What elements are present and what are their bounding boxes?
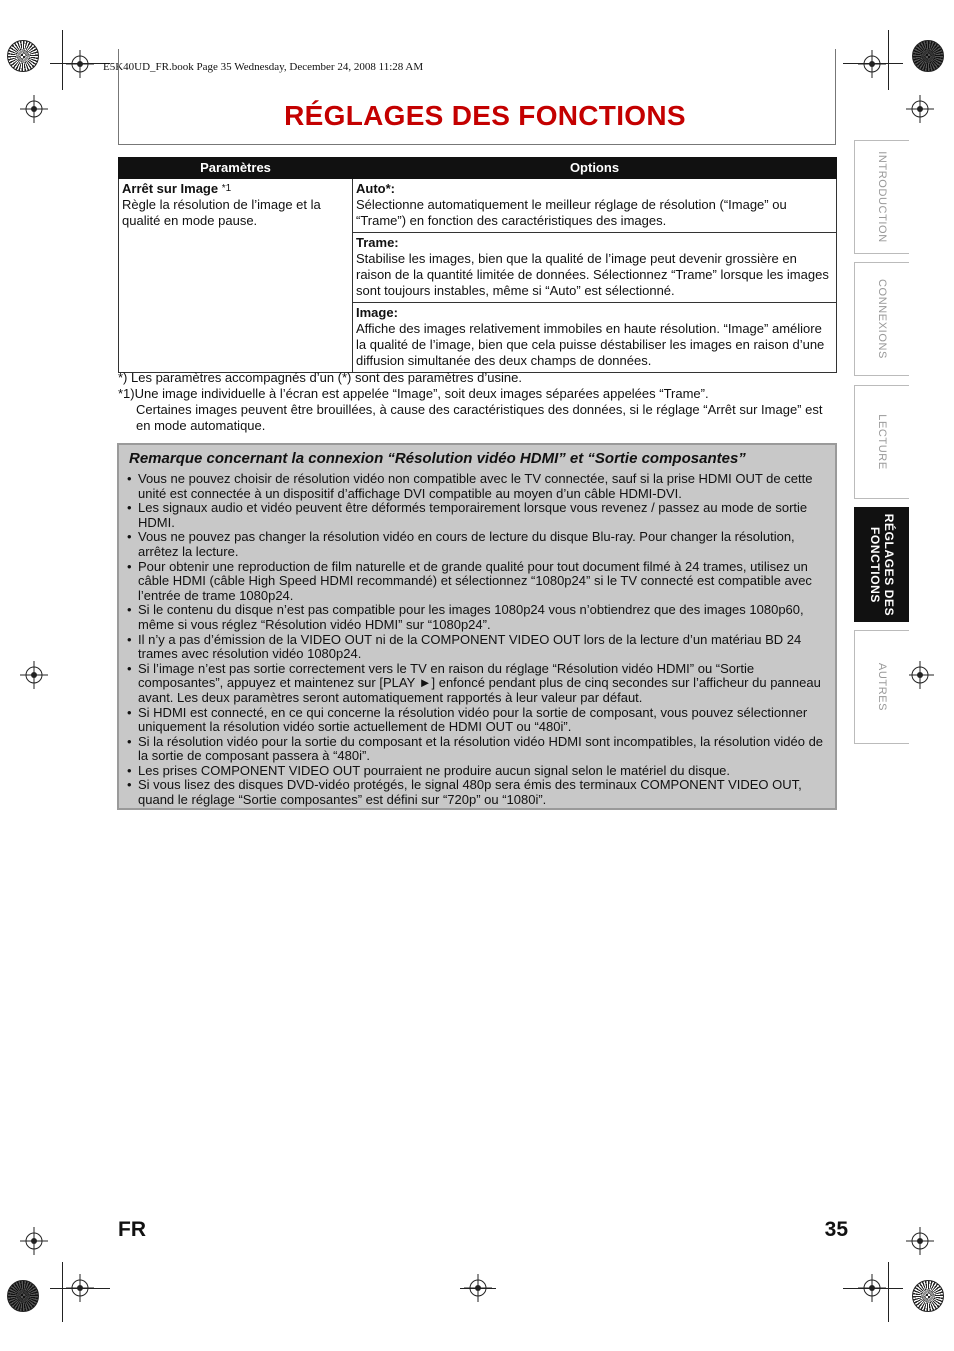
footnote: Certaines images peuvent être brouillées, à cause des caractéristiques des données, si le réglage “Arrêt sur Image” est en mode automatique. (136, 402, 823, 433)
color-registration-icon (912, 40, 944, 72)
tab-label: CONNEXIONS (876, 279, 888, 359)
tab-label: LECTURE (876, 414, 888, 470)
page-title: RÉGLAGES DES FONCTIONS (284, 100, 686, 131)
option-description: Affiche des images relativement immobiles en haute résolution. “Image” améliore la qualité de l’image, bien que cela puisse déstabiliser les images en raison d’une diffusion simultanée des deux champs de données. (356, 321, 825, 368)
param-description: Règle la résolution de l’image et la qualité en mode pause. (122, 197, 321, 228)
list-item: • Si vous lisez des disques DVD-vidéo protégés, le signal 480p sera émis des terminaux COMPONENT VIDEO OUT, quand le réglage “Sortie composantes” est défini sur “720p” ou “1080i”. (127, 778, 827, 807)
color-registration-icon (912, 1280, 944, 1312)
color-registration-icon (7, 40, 39, 72)
color-registration-icon (7, 1280, 39, 1312)
option-cell (353, 303, 837, 373)
tab-introduction[interactable] (854, 140, 909, 254)
crosshair-icon (20, 661, 48, 689)
param-cell (119, 179, 353, 373)
crosshair-icon (66, 50, 94, 78)
list-item: • Les signaux audio et vidéo peuvent être déformés temporairement lorsque vous revenez / passez au mode de sortie HDMI. (127, 501, 827, 530)
param-note: *1 (221, 183, 232, 194)
option-description: Stabilise les images, bien que la qualité de l’image peut devenir grossière en raison de la quantité limitée de données. Sélectionnez “Trame” lorsque les images sont toujours instables, même si “Auto” est sélectionné. (356, 251, 829, 298)
column-header-options: Options (353, 158, 837, 179)
crosshair-icon (858, 50, 886, 78)
list-item: • Les prises COMPONENT VIDEO OUT pourraient ne produire aucun signal selon le matériel du disque. (127, 764, 827, 779)
list-item: • Si la résolution vidéo pour la sortie du composant et la résolution vidéo HDMI sont incompatibles, la résolution vidéo de la sortie de composant passera à “480i”. (127, 735, 827, 764)
remark-box (117, 443, 837, 810)
footnotes (118, 370, 840, 434)
option-name: Image: (356, 305, 398, 320)
option-name: Auto*: (356, 181, 395, 196)
crosshair-icon (906, 1227, 934, 1255)
tab-reglages-des-fonctions[interactable] (854, 507, 909, 622)
crosshair-icon (20, 95, 48, 123)
page-number: 35 (824, 1218, 848, 1241)
footnote: *) Les paramètres accompagnés d’un (*) sont des paramètres d’usine. (118, 370, 522, 385)
crosshair-icon (906, 95, 934, 123)
list-item: • Si le contenu du disque n’est pas compatible pour les images 1080p24 vous n’obtiendrez que des images 1080p60, même si vous réglez “Résolution vidéo HDMI” sur “1080p24”. (127, 603, 827, 632)
tab-label: INTRODUCTION (876, 151, 888, 243)
remark-title: Remarque concernant la connexion “Résolution vidéo HDMI” et “Sortie composantes” (129, 450, 746, 467)
list-item: • Pour obtenir une reproduction de film naturelle et de grande qualité pour tout document filmé à 24 trames, utilisez un câble HDMI (câble High Speed HDMI recommandé) et sélectionnez “1080p24” si le TV connecté est compatible avec l’entrée de trame 1080p24. (127, 560, 827, 604)
crosshair-icon (858, 1274, 886, 1302)
option-description: Sélectionne automatiquement le meilleur réglage de résolution (“Image” ou “Trame”) en fonction des caractéristiques des images. (356, 197, 787, 228)
crosshair-icon (20, 1227, 48, 1255)
book-header: E5K40UD_FR.book Page 35 Wednesday, December 24, 2008 11:28 AM (103, 61, 424, 73)
crosshair-icon (66, 1274, 94, 1302)
page-language: FR (118, 1218, 146, 1241)
option-cell (353, 233, 837, 303)
tab-lecture[interactable] (854, 385, 909, 499)
remark-list (127, 472, 827, 808)
option-cell (353, 179, 837, 233)
option-name: Trame: (356, 235, 399, 250)
column-header-params: Paramètres (119, 158, 353, 179)
tab-label: RÉGLAGES DES FONCTIONS (868, 513, 896, 616)
list-item: • Vous ne pouvez pas changer la résolution vidéo en cours de lecture du disque Blu-ray. Pour changer la résolution, arrêtez la lecture. (127, 530, 827, 559)
param-name: Arrêt sur Image (122, 181, 219, 196)
list-item: • Si l’image n’est pas sortie correctement vers le TV en raison du réglage “Résolution vidéo HDMI” ou “Sortie composantes”, appuyez et maintenez sur [PLAY ►] enfoncé pendant plus de cinq secondes sur l’afficheur du panneau avant. Les deux paramètres seront automatiquement rapportés à leur valeur par défaut. (127, 662, 827, 706)
tab-connexions[interactable] (854, 262, 909, 376)
crosshair-icon (464, 1274, 492, 1302)
list-item: • Il n’y a pas d’émission de la VIDEO OUT ni de la COMPONENT VIDEO OUT lors de la lecture d’un matériau BD 24 trames avec résolution vidéo 1080p24. (127, 633, 827, 662)
list-item: • Vous ne pouvez choisir de résolution vidéo non compatible avec le TV connectée, sauf si la prise HDMI OUT de cette unité est connectée à un dispositif d’affichage DVI compatible au moyen d’un câble HDMI-DVI. (127, 472, 827, 501)
tab-autres[interactable] (854, 630, 909, 744)
tab-label: AUTRES (876, 662, 888, 712)
list-item: • Si HDMI est connecté, en ce qui concerne la résolution vidéo pour la sortie de composant, vous pouvez sélectionner uniquement la résolution vidéo sortie actuellement de HDMI OUT ou “480i”. (127, 706, 827, 735)
footnote: *1)Une image individuelle à l’écran est appelée “Image”, soit deux images séparées appelées “Trame”. (118, 386, 709, 401)
settings-table (118, 157, 837, 373)
crosshair-icon (906, 661, 934, 689)
